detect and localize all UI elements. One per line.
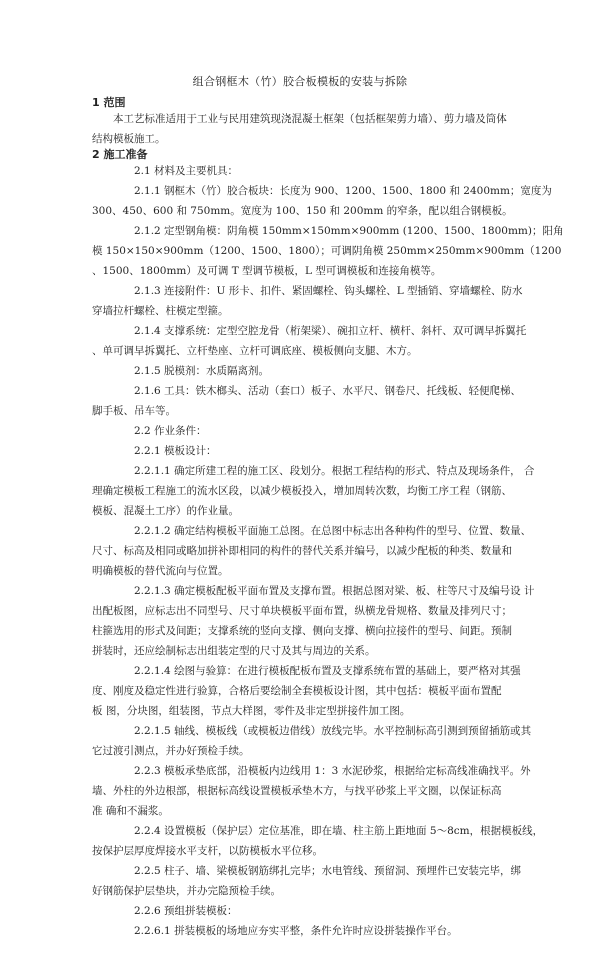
text-line [92, 941, 522, 961]
text-line: 2.1.5 脱模剂：水质隔离剂。 [92, 365, 270, 377]
text-line: 度、刚度及稳定性进行验算，合格后要绘制全套模板设计图，其中包括：模板平面布置配 [92, 685, 502, 697]
text-line: 2.1.2 定型钢角模：阴角模 150mm×150mm×900mm (1200、1500、1800mm)；阳角 [92, 225, 564, 237]
text-line: 、单可调早拆翼托、立杆垫座、立杆可调底座、模板侧向支腿、木方。 [92, 345, 418, 357]
text-line: 明确模板的替代流向与位置。 [92, 565, 229, 577]
text-line: 、1500、1800mm）及可调 T 型调节模板，L 型可调模板和连接角模等。 [92, 265, 442, 277]
text-line: 2.1.6 工具：铁木榔头、活动（套口）板子、水平尺、钢卷尺、托线板、轻便爬梯、 [92, 385, 522, 397]
scope-paragraph [92, 109, 522, 149]
text-line: 2.2.6.1 拼装模板的场地应夯实平整，条件允许时应设拼装操作平台。 [92, 925, 458, 937]
text-line: 本工艺标准适用于工业与民用建筑现浇混凝土框架（包括框架剪力墙）、剪力墙及筒体 [92, 113, 507, 125]
text-line: 好钢筋保护层垫块，并办完隐预检手续。 [92, 885, 281, 897]
section-heading-preparation: 2 施工准备 [92, 148, 148, 161]
text-line: 出配板图，应标志出不同型号、尺寸单块模板平面布置，纵横龙骨规格、数量及排列尺寸； [92, 605, 512, 617]
text-line: 2.1 材料及主要机具： [92, 165, 239, 177]
text-line: 按保护层厚度焊接水平支杆，以防模板水平位移。 [92, 845, 323, 857]
text-line: 2.2.1.5 轴线、模板线（或模板边借线）放线完毕。水平控制标高引测到预留插筋或其 [92, 725, 532, 737]
text-line: 2.2.3 模板承垫底部，沿模板内边线用 1：3 水泥砂浆，根据给定标高线准确找平。外 [92, 765, 531, 777]
text-line: 脚手板、吊车等。 [92, 405, 176, 417]
text-line: 模 150×150×900mm（1200、1500、1800）；可调阴角模 250mm×250mm×900mm（1200 [92, 245, 562, 257]
text-line: 2.1.4 支撑系统：定型空腔龙骨（桁架梁）、碗扣立杆、横杆、斜杆、双可调早拆翼托 [92, 325, 527, 337]
text-line: 2.2.1.2 确定结构模板平面施工总图。在总图中标志出各种构件的型号、位置、数量、 [92, 525, 532, 537]
text-line: 模板、混凝土工序）的作业量。 [92, 505, 239, 517]
text-line: 2.2.1 模板设计： [92, 445, 217, 457]
text-line: 2.2.4 设置模板（保护层）定位基准，即在墙、柱主筋上距地面 5～8cm，根据模板线， [92, 825, 544, 837]
text-line: 300、450、600 和 750mm。宽度为 100、150 和 200mm 的窄条，配以组合钢模板。 [92, 205, 513, 217]
preparation-body [92, 161, 564, 961]
text-line: 尺寸、标高及相同或略加拼补即相同的构件的替代关系并编号，以减少配板的种类、数量和 [92, 545, 512, 557]
section-heading-scope: 1 范围 [92, 96, 126, 109]
text-line: 2.1.1 钢框木（竹）胶合板块：长度为 900、1200、1500、1800 和 2400mm；宽度为 [92, 185, 552, 197]
text-line: 板 图，分块图，组装图，节点大样图，零件及非定型拼接件加工图。 [92, 705, 411, 717]
text-line: 结构模板施工。 [92, 133, 166, 145]
text-line: 2.2.6 预组拼装模板： [92, 905, 238, 917]
text-line: 它过渡引测点，并办好预检手续。 [92, 745, 250, 757]
text-line: 2.1.3 连接附件：U 形卡、扣件、紧固螺栓、钩头螺栓、L 型插销、穿墙螺栓、防水 [92, 285, 523, 297]
document-title: 组合钢框木（竹）胶合板模板的安装与拆除 [192, 75, 408, 88]
text-line: 准 确和不漏浆。 [92, 805, 169, 817]
text-line: 理确定模板工程施工的流水区段，以减少模板投入，增加周转次数，均衡工序工程（钢筋、 [92, 485, 512, 497]
text-line: 2.2.1.4 绘图与验算：在进行模板配板布置及支撑系统布置的基础上，要严格对其强 [92, 665, 521, 677]
text-line: 2.2.5 柱子、墙、梁模板钢筋绑扎完毕；水电管线、预留洞、预埋件已安装完毕，绑 [92, 865, 522, 877]
text-line: 2.2.1.1 确定所建工程的施工区、段划分。根据工程结构的形式、特点及现场条件， 合 [92, 465, 535, 477]
text-line: 2.2.1.3 确定模板配板平面布置及支撑布置。根据总图对梁、板、柱等尺寸及编号设 计 [92, 585, 535, 597]
text-line: 柱箍选用的形式及间距；支撑系统的竖向支撑、侧向支撑、横向拉接件的型号、间距。预制 [92, 625, 512, 637]
text-line: 穿墙拉杆螺栓、柱模定型箍。 [92, 305, 229, 317]
text-line: 拼装时，还应绘制标志出组装定型的尺寸及其与周边的关系。 [92, 645, 376, 657]
text-line: 2.2 作业条件： [92, 425, 207, 437]
text-line: 墙、外柱的外边根部，根据标高线设置模板承垫木方，与找平砂浆上平文圈，以保证标高 [92, 785, 502, 797]
